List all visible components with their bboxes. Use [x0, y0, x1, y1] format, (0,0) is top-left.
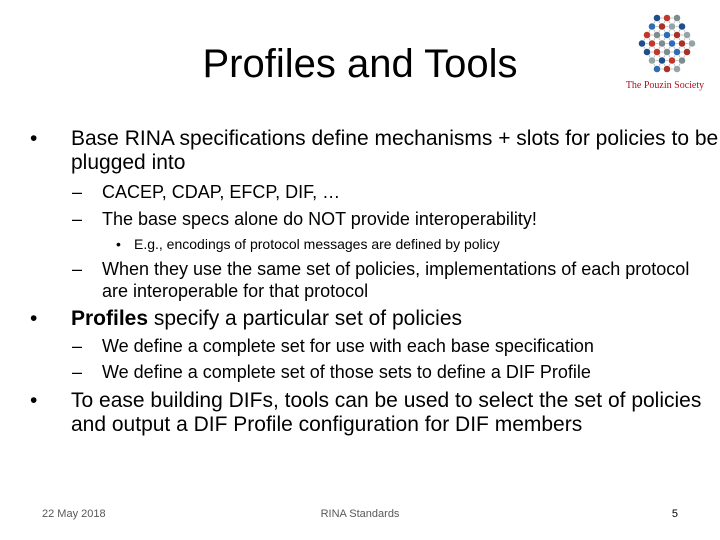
subbullet-text: We define a complete set of those sets to define a DIF Profile [102, 362, 591, 382]
logo-node [673, 14, 680, 21]
subbullet-text: CACEP, CDAP, EFCP, DIF, … [102, 182, 341, 202]
dash-marker: – [72, 209, 83, 229]
logo-node [678, 57, 685, 64]
logo-node [648, 23, 655, 30]
logo-node [678, 23, 685, 30]
footer-title: RINA Standards [320, 508, 400, 520]
logo-node [683, 48, 690, 55]
bullet-text-rest: specify a particular set of policies [148, 307, 463, 330]
slide-number: 5 [671, 508, 678, 520]
subbullet-interoperability [72, 208, 692, 230]
logo-node [673, 31, 680, 38]
logo-node [643, 31, 650, 38]
logo-node [658, 23, 665, 30]
logo-node [668, 40, 675, 47]
logo-node [653, 31, 660, 38]
logo-node [648, 57, 655, 64]
bullet-marker: • [116, 236, 121, 252]
logo-node [668, 23, 675, 30]
dash-marker: – [72, 362, 83, 382]
logo-node [643, 48, 650, 55]
logo-node [663, 65, 670, 72]
bullet-mechanisms [30, 127, 720, 175]
subbullet-base-spec-set [72, 335, 692, 357]
subsubbullet-text: E.g., encodings of protocol messages are defined by policy [134, 236, 500, 252]
bullet-profiles [30, 307, 720, 331]
dash-marker: – [72, 336, 83, 356]
subbullet-text: The base specs alone do NOT provide interoperability! [102, 209, 537, 229]
logo-node [673, 65, 680, 72]
subbullet-text: When they use the same set of policies, implementations of each protocol are interoperable for that protocol [102, 259, 690, 301]
bullet-marker: • [30, 127, 38, 150]
subsubbullet-encodings [116, 235, 674, 253]
logo-node [638, 40, 645, 47]
footer-date: 22 May 2018 [42, 508, 106, 520]
logo-node [678, 40, 685, 47]
logo-node [663, 31, 670, 38]
logo-node [663, 48, 670, 55]
logo-node [673, 48, 680, 55]
subbullet-dif-profile [72, 361, 692, 383]
bullet-marker: • [30, 389, 38, 412]
logo-node [683, 31, 690, 38]
bullet-text: To ease building DIFs, tools can be used to select the set of policies and output a DIF Profile configuration for DIF members [71, 389, 702, 436]
logo-node [653, 14, 660, 21]
logo-node [668, 57, 675, 64]
logo-caption: The Pouzin Society [625, 80, 705, 91]
subbullet-same-policies [72, 258, 692, 302]
logo-node [648, 40, 655, 47]
logo-node [653, 48, 660, 55]
logo-node [653, 65, 660, 72]
logo-node [688, 40, 695, 47]
logo-node [658, 57, 665, 64]
subbullet-protocols [72, 181, 692, 203]
logo-node [658, 40, 665, 47]
subbullet-text: We define a complete set for use with each base specification [102, 336, 594, 356]
bullet-tools [30, 389, 720, 437]
slide-title: Profiles and Tools [202, 42, 518, 86]
dash-marker: – [72, 259, 83, 279]
dash-marker: – [72, 182, 83, 202]
bullet-text [44, 307, 720, 331]
bullet-marker: • [30, 307, 38, 330]
logo-node [663, 14, 670, 21]
bold-term: Profiles [71, 307, 149, 330]
bullet-text: Base RINA specifications define mechanisms + slots for policies to be plugged into [71, 127, 719, 174]
